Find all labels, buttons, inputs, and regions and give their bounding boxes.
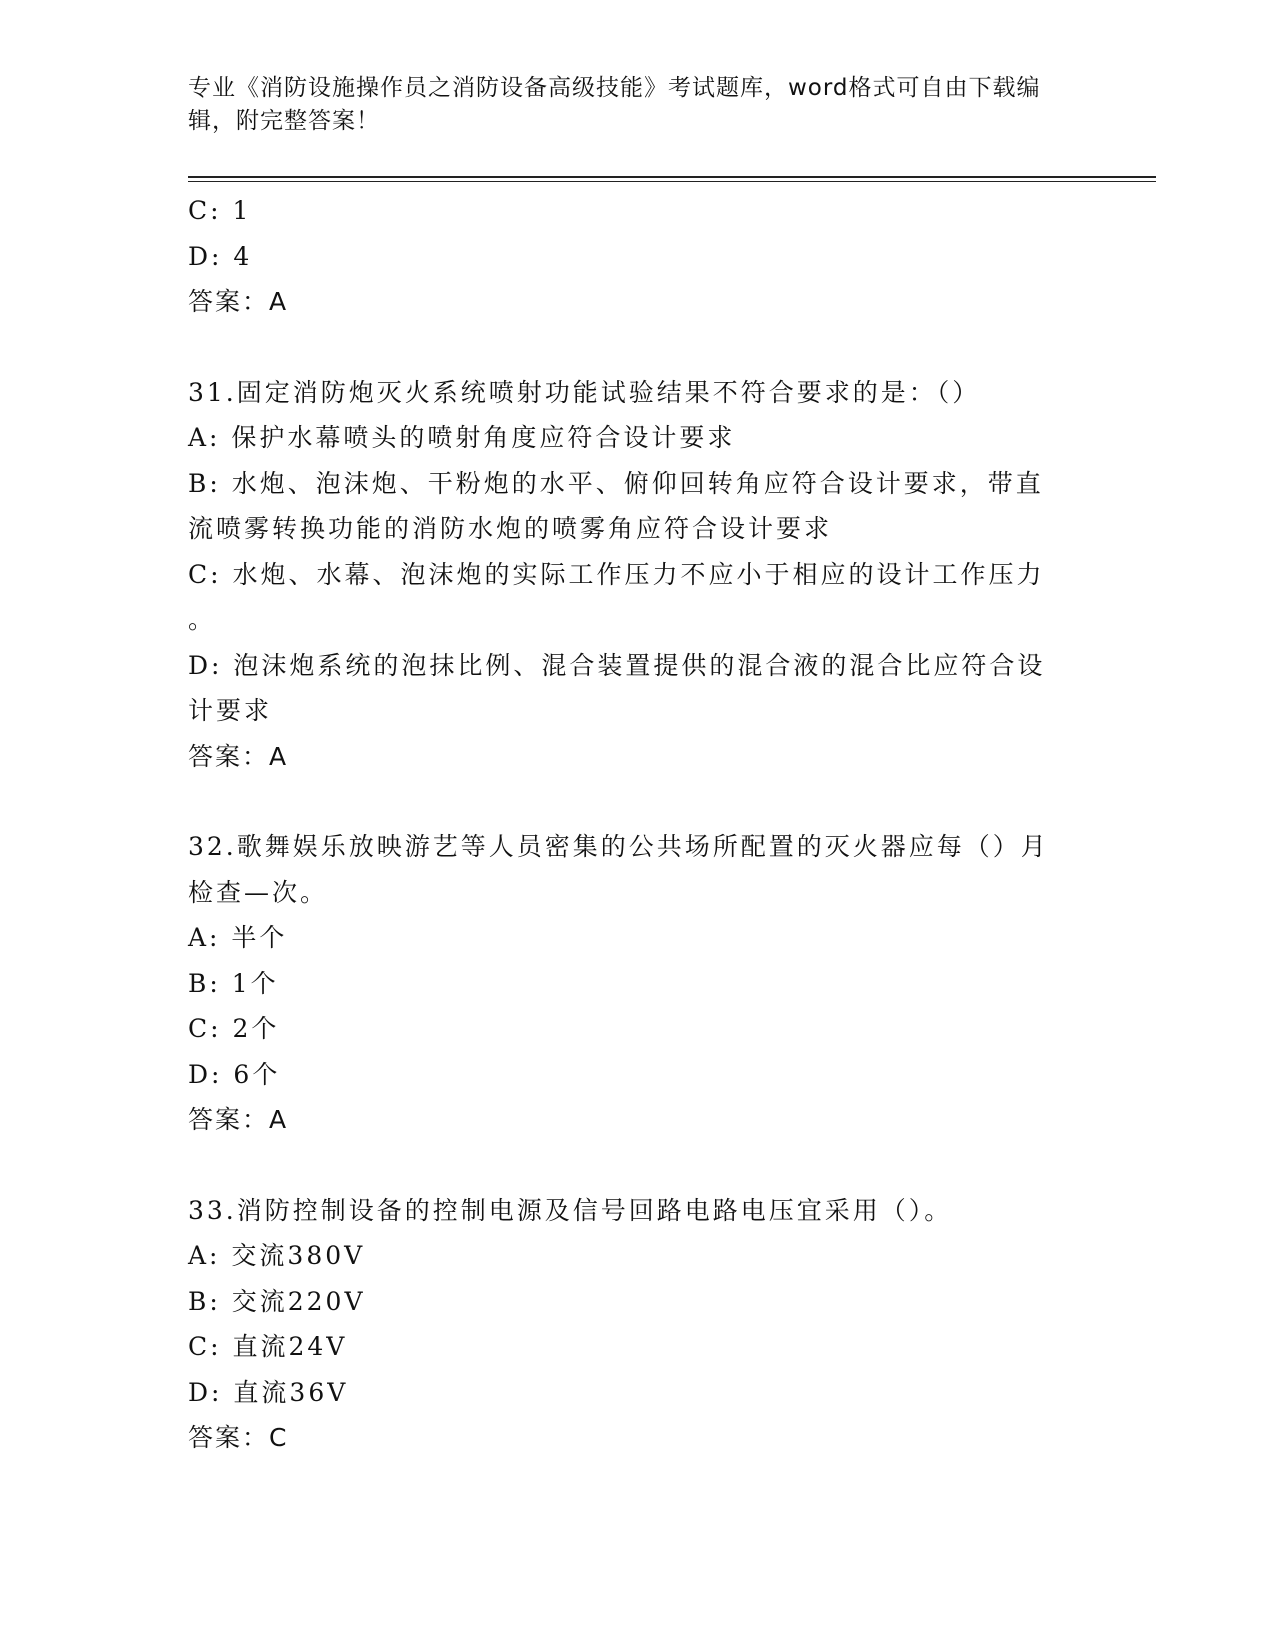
option-line: C: 直流24V (188, 1332, 348, 1361)
option-line: B: 水炮、泡沫炮、干粉炮的水平、俯仰回转角应符合设计要求，带直 (188, 468, 1044, 498)
option-line: 。 (188, 605, 217, 634)
page-header (188, 72, 1068, 138)
question-stem: 检查—次。 (188, 877, 329, 907)
header-divider-thin (188, 181, 1156, 182)
option-line: C: 水炮、水幕、泡沫炮的实际工作压力不应小于相应的设计工作压力 (188, 559, 1045, 589)
previous-question-tail (188, 188, 1088, 325)
option-line: D: 6个 (188, 1059, 281, 1089)
option-line: B: 1个 (188, 968, 279, 998)
option-line: C: 2个 (188, 1014, 280, 1043)
spacer (188, 325, 1088, 370)
option-line: D: 泡沫炮系统的泡抹比例、混合装置提供的混合液的混合比应符合设 (188, 650, 1046, 680)
header-line-2: 辑，附完整答案！ (188, 108, 380, 134)
header-divider-thick (188, 176, 1156, 178)
option-line: D: 4 (188, 241, 253, 271)
option-line: C: 1 (188, 196, 252, 225)
spacer (188, 1143, 1088, 1188)
answer-line: 答案：C (188, 1423, 289, 1452)
spacer (188, 779, 1088, 824)
answer-line: 答案：A (188, 741, 289, 771)
option-line: D: 直流36V (188, 1377, 349, 1407)
option-line: B: 交流220V (188, 1286, 366, 1316)
answer-line: 答案：A (188, 287, 289, 316)
question-31 (188, 370, 1088, 780)
option-line: A: 半个 (188, 923, 288, 952)
question-stem: 31.固定消防炮灭火系统喷射功能试验结果不符合要求的是：（） (188, 377, 981, 407)
header-line-1: 专业《消防设施操作员之消防设备高级技能》考试题库，word格式可自由下载编 (188, 75, 1041, 101)
option-line: A: 交流380V (188, 1241, 366, 1270)
question-content (188, 188, 1088, 1461)
question-stem: 33.消防控制设备的控制电源及信号回路电路电压宜采用（）。 (188, 1195, 953, 1225)
question-stem: 32.歌舞娱乐放映游艺等人员密集的公共场所配置的灭火器应每（）月 (188, 832, 1049, 861)
option-line: 计要求 (188, 696, 273, 725)
question-33 (188, 1188, 1088, 1461)
question-32 (188, 824, 1088, 1143)
answer-line: 答案：A (188, 1105, 289, 1134)
option-line: 流喷雾转换功能的消防水炮的喷雾角应符合设计要求 (188, 514, 833, 543)
option-line: A: 保护水幕喷头的喷射角度应符合设计要求 (188, 423, 736, 452)
